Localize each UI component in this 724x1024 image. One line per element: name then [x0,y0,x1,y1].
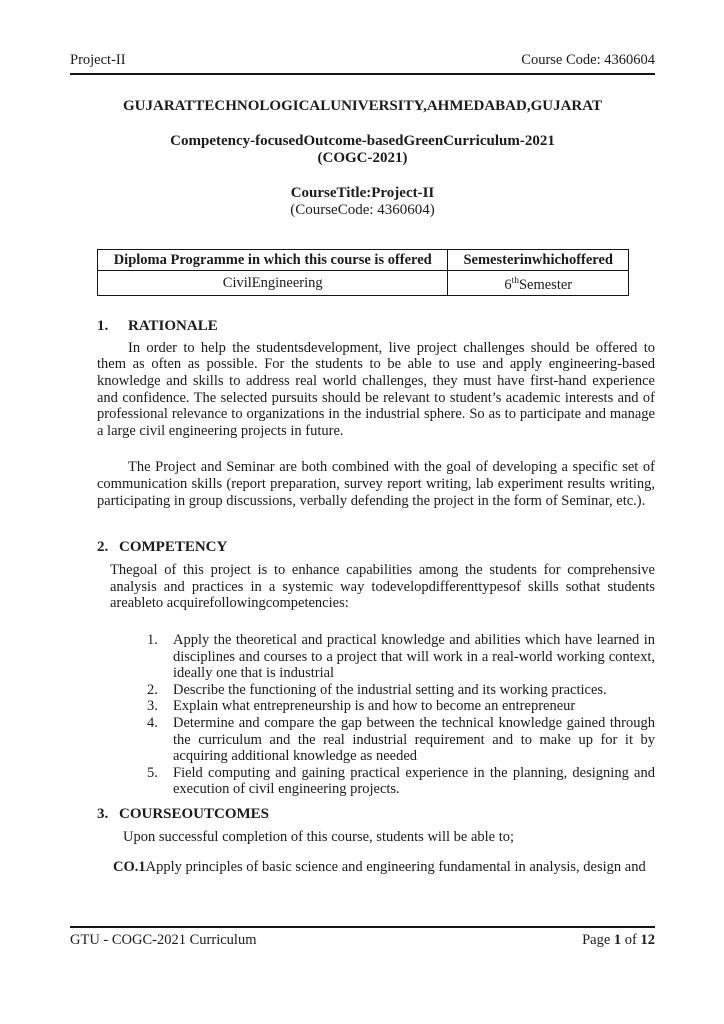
section-number: 2. [97,539,109,556]
semester-cell [448,271,629,296]
header-course-name: Project-II [70,52,126,68]
list-item-text: Apply the theoretical and practical knowledge and abilities which have learned in disciplines and courses to a project that will work in a real-world working context, ideally one that is industrial [173,631,655,682]
co1-text: Apply principles of basic science and engineering fundamental in analysis, design and [145,859,646,876]
section-competency [97,539,655,798]
page-total: 12 [640,932,655,948]
university-title: GUJARATTECHNOLOGICALUNIVERSITY,AHMEDABAD,GUJARAT [123,98,602,114]
competency-list [147,632,655,798]
list-item-number: 1. [147,631,158,648]
page-footer [70,926,655,949]
course-outcomes-intro: Upon successful completion of this course, students will be able to; [123,828,515,845]
course-outcome-co1 [113,859,655,876]
list-item [147,715,655,765]
list-item-number: 4. [147,714,158,731]
list-item-number: 3. [147,698,158,715]
semester-word: Semester [518,276,573,293]
rationale-paragraph-2: The Project and Seminar are both combined with the goal of developing a specific set of communication skills (report preparation, survey report writing, lab experiment results writing, participating in group discussions, verbally defending the project in the form of Seminar, etc.). [97,459,655,509]
section-title: COURSEOUTCOMES [119,805,270,822]
programme-cell: CivilEngineering [98,271,448,296]
competency-intro: Thegoal of this project is to enhance capabilities among the students for comprehensive analysis and practices in a systemic way todevelopdifferenttypesof skills sothat students areableto acquirefollowingcompetencies: [110,562,655,612]
title-block [70,75,655,219]
list-item-number: 5. [147,764,158,781]
list-item [147,682,655,699]
curriculum-subtitle: (COGC-2021) [317,150,408,166]
page-prefix: Page [582,932,611,948]
course-code: (CourseCode: 4360604) [290,202,435,218]
table-header-programme: Diploma Programme in which this course is offered [98,250,448,271]
rationale-paragraph-1: In order to help the studentsdevelopment, live project challenges should be offered to them as often as possible. For the students to be able to use and apply engineering-based knowledge and skills to address real world challenges, they must have first-hand experience and confidence. The selected pursuits should be relevant to student’s academic interests and of professional relevance to organizations in the industrial sphere. So as to participate and manage a large civil engineering projects in future. [97,339,655,439]
header-course-code: Course Code: 4360604 [521,52,655,68]
table-header-semester: Semesterinwhichoffered [448,250,629,271]
page-number: 1 [613,932,622,948]
offering-table-header-row [98,250,629,271]
table-row [98,271,629,296]
list-item-number: 2. [147,681,158,698]
footer-curriculum-label: GTU - COGC-2021 Curriculum [70,932,257,948]
section-number: 1. [97,317,109,334]
footer-page-indicator [582,932,655,949]
list-item [147,632,655,682]
rationale-heading [97,318,655,335]
curriculum-title: Competency-focusedOutcome-basedGreenCurriculum-2021 [170,133,555,149]
section-title: COMPETENCY [119,539,228,556]
document-body [70,75,655,876]
section-title: RATIONALE [128,317,218,334]
page-of: of [624,932,637,948]
list-item [147,698,655,715]
course-outcomes-heading [97,806,655,823]
course-title: CourseTitle:Project-II [290,185,435,201]
list-item-text: Field computing and gaining practical experience in the planning, designing and execution of civil engineering projects. [173,764,655,798]
section-rationale [97,318,655,509]
page-header [70,52,655,75]
section-number: 3. [97,805,109,822]
semester-number: 6 [504,276,512,293]
list-item-text: Determine and compare the gap between the technical knowledge gained through the curriculum and the real industrial requirement and to make up for it by acquiring additional knowledge as needed [173,714,655,765]
competency-heading [97,539,655,556]
co1-label: CO.1 [113,859,146,876]
offering-table [97,249,629,296]
list-item-text: Explain what entrepreneurship is and how to become an entrepreneur [173,698,576,715]
semester-ordinal-suffix: th [511,276,519,286]
list-item [147,765,655,798]
section-course-outcomes [97,806,655,876]
list-item-text: Describe the functioning of the industrial setting and its working practices. [173,681,607,698]
